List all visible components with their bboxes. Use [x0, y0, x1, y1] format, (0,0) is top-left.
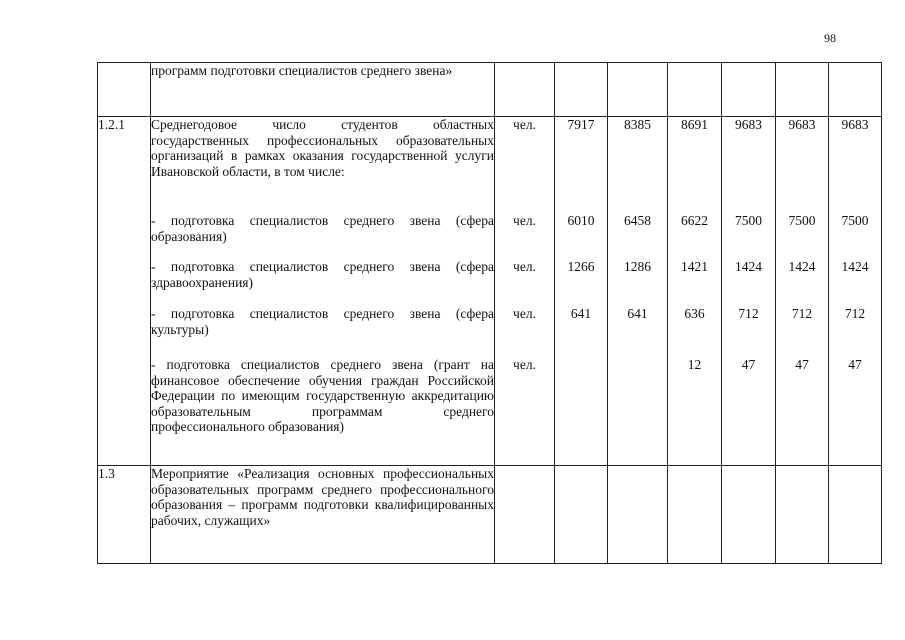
value: 8385: [624, 117, 651, 132]
value-cell: [722, 117, 776, 466]
value-cell: [722, 466, 776, 564]
value: 6458: [624, 213, 651, 228]
value-cell: [829, 63, 882, 117]
value: 6010: [567, 213, 595, 228]
unit-cell: [495, 466, 555, 564]
table-row: [98, 117, 882, 466]
value: 47: [741, 357, 756, 372]
value-cell: [668, 466, 722, 564]
description-cell: [151, 117, 495, 466]
value-cell: [608, 63, 668, 117]
value: 9683: [841, 117, 869, 132]
value: 47: [795, 357, 809, 372]
value: 1424: [735, 259, 762, 274]
item-text: Мероприятие «Реализация основных профессиональных образовательных программ среднего профессионального образования – программ подготовки квалифицированных рабочих, служащих»: [151, 466, 494, 528]
value-cell: [829, 117, 882, 466]
value: 7500: [735, 213, 762, 228]
value: 7500: [788, 213, 816, 228]
value-cell: [776, 466, 829, 564]
value: 641: [627, 306, 648, 321]
value-cell: [722, 63, 776, 117]
unit-label: чел.: [513, 259, 536, 274]
value: 47: [848, 357, 862, 372]
item-text: Среднегодовое число студентов областных государственных профессиональных образовательных организаций в рамках оказания государственной услуги Ивановской области, в том числе:: [151, 117, 494, 179]
value-cell: [608, 466, 668, 564]
value-cell: [668, 63, 722, 117]
value: 712: [738, 306, 759, 321]
row-number-cell: [98, 63, 151, 117]
value: 1421: [681, 259, 708, 274]
value-cell: [776, 63, 829, 117]
value-cell: [555, 117, 608, 466]
table-row: [98, 466, 882, 564]
value-cell: [776, 117, 829, 466]
item-text: - подготовка специалистов среднего звена (грант на финансовое обеспечение обучения граждан Российской Федерации по имеющим государственную аккредитацию образовательным программам среднего профессионального образования): [151, 357, 494, 434]
value: 641: [570, 306, 592, 321]
unit-cell: [495, 117, 555, 466]
unit-label: чел.: [513, 306, 536, 321]
value: 1424: [788, 259, 816, 274]
row-number: 1.2.1: [98, 117, 125, 132]
value: 8691: [681, 117, 708, 132]
value: 1424: [841, 259, 869, 274]
indicator-table: [97, 62, 882, 564]
value: 712: [844, 306, 866, 321]
value: 1286: [624, 259, 651, 274]
unit-label: чел.: [513, 117, 536, 132]
value: 9683: [735, 117, 762, 132]
value-cell: [668, 117, 722, 466]
value-cell: [555, 63, 608, 117]
row-number-cell: [98, 117, 151, 466]
value: 712: [791, 306, 813, 321]
item-text: программ подготовки специалистов среднего звена»: [151, 63, 453, 78]
value: 1266: [567, 259, 595, 274]
description-cell: [151, 466, 495, 564]
description-cell: [151, 63, 495, 117]
value: 6622: [681, 213, 708, 228]
item-text: - подготовка специалистов среднего звена (сфера здравоохранения): [151, 259, 494, 290]
unit-label: чел.: [513, 213, 536, 228]
item-text: - подготовка специалистов среднего звена (сфера образования): [151, 213, 494, 244]
table-row: [98, 63, 882, 117]
value: 9683: [788, 117, 816, 132]
item-text: - подготовка специалистов среднего звена (сфера культуры): [151, 306, 494, 337]
row-number-cell: [98, 466, 151, 564]
value-cell: [608, 117, 668, 466]
value-cell: [829, 466, 882, 564]
value: 7500: [841, 213, 869, 228]
page-number: 98: [824, 31, 836, 45]
unit-cell: [495, 63, 555, 117]
value: 12: [687, 357, 702, 372]
row-number: 1.3: [98, 466, 115, 481]
unit-label: чел.: [513, 357, 536, 372]
value: 636: [684, 306, 705, 321]
value-cell: [555, 466, 608, 564]
value: 7917: [567, 117, 595, 132]
